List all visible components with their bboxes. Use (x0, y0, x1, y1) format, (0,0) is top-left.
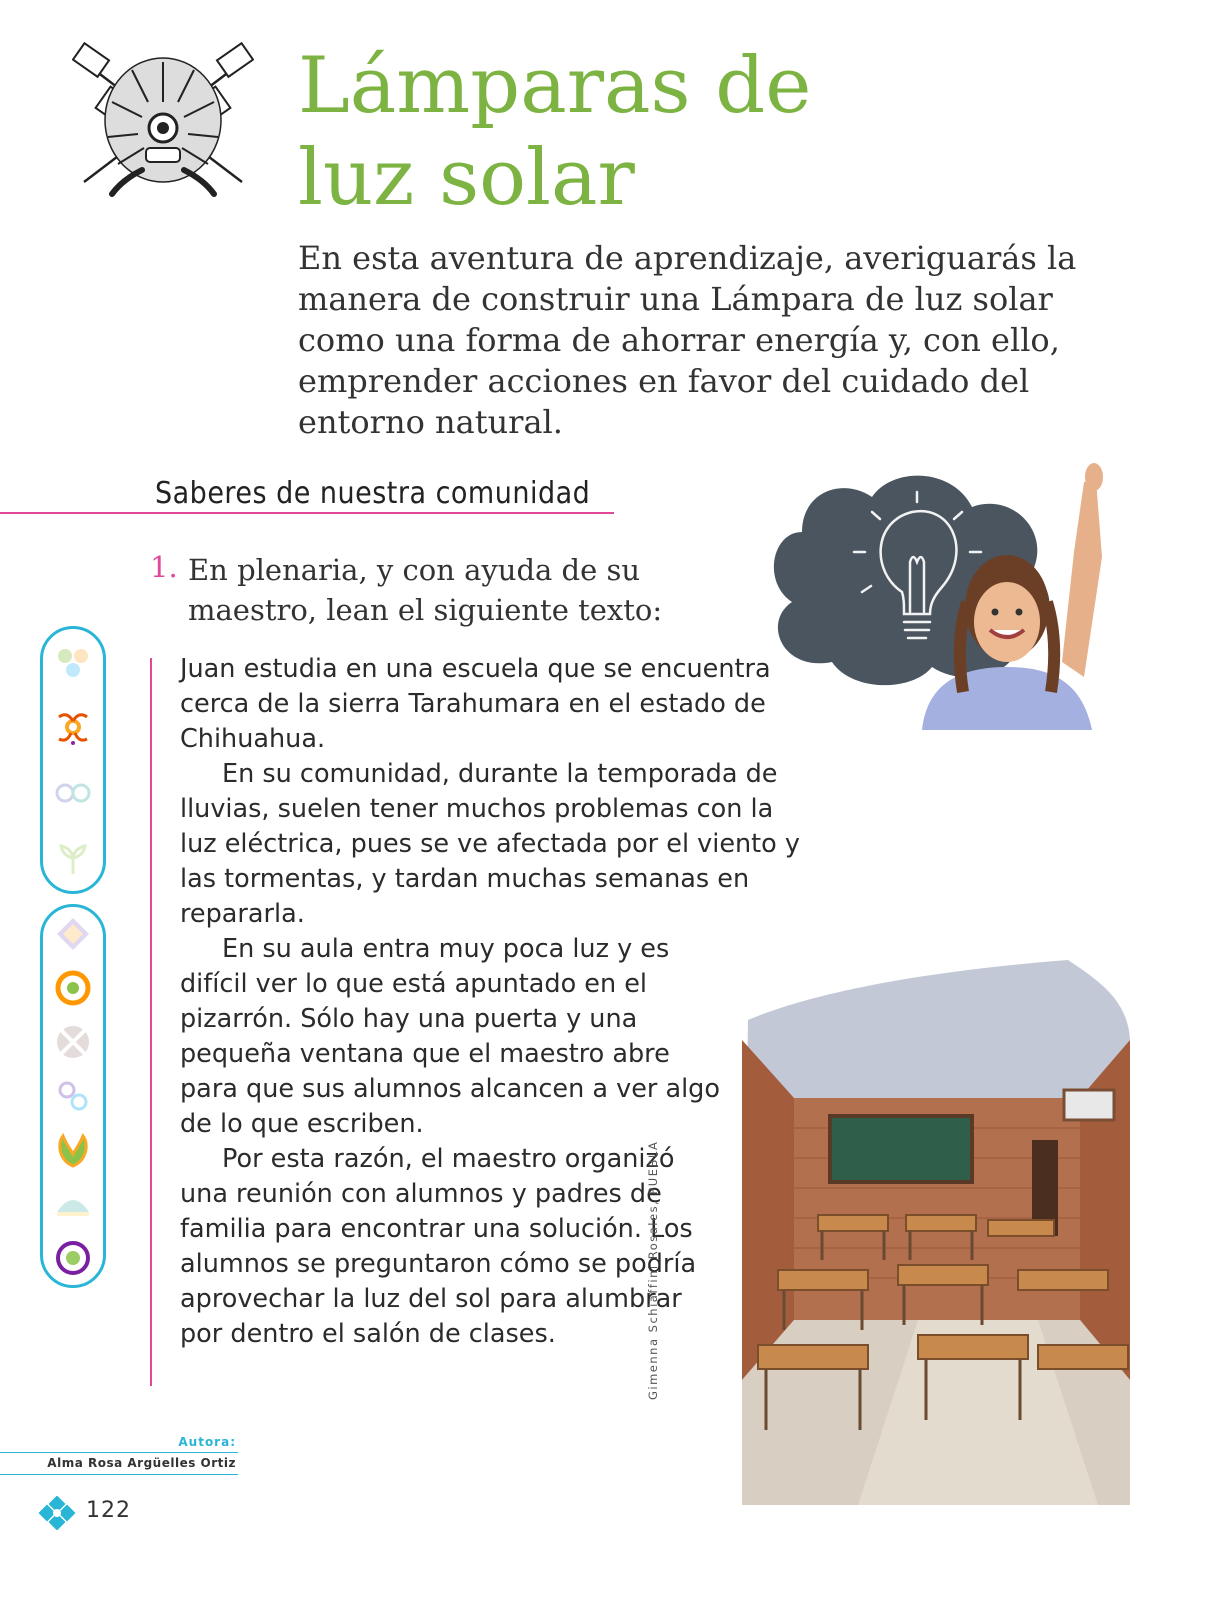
section-divider (0, 512, 614, 514)
illustration-credit: Gimenna Schiaffini Rosales, PUEBLA (646, 1140, 660, 1400)
classroom-illustration (738, 960, 1134, 1505)
reading-paragraph: En su comunidad, durante la temporada de lluvias, suelen tener muchos problemas con la luz eléctrica, pues se ve afectada por el viento y las tormentas, y tardan muchas semanas en repararla. (180, 759, 800, 929)
page-title: Lámparas de luz solar (298, 41, 812, 223)
mound-icon (53, 1184, 93, 1224)
reading-margin-rule (150, 658, 152, 1386)
sidebar-icons-bottom (40, 904, 106, 1288)
activity-instruction: En plenaria, y con ayuda de su maestro, lean el siguiente texto: (188, 553, 663, 627)
circle-target-icon (53, 968, 93, 1008)
chain-links-icon (53, 1076, 93, 1116)
splash-ring-icon (53, 1238, 93, 1278)
page-flower-icon (38, 1496, 76, 1530)
cross-tile-icon (53, 1022, 93, 1062)
author-rule-top (0, 1452, 238, 1453)
sun-swirl-icon (53, 707, 93, 747)
lotus-leaf-icon (53, 1130, 93, 1170)
intro-paragraph: En esta aventura de aprendizaje, averiguarás la manera de construir una Lámpara de luz solar como una forma de ahorrar energía y, con ello, emprender acciones en favor del cuidado del entorno natural. (298, 239, 1077, 441)
tribal-mask-icon (72, 42, 254, 200)
leaf-cluster-icon (53, 642, 93, 682)
author-label: Autora: (178, 1435, 236, 1449)
reading-paragraph: Juan estudia en una escuela que se encuentra cerca de la sierra Tarahumara en el estado de Chihuahua. (180, 654, 771, 754)
sidebar-icons-top (40, 626, 106, 894)
reading-passage (180, 652, 820, 1352)
people-ring-icon (53, 773, 93, 813)
activity-number: 1. (150, 550, 178, 584)
author-name: Alma Rosa Argüelles Ortiz (47, 1456, 236, 1470)
diamond-star-icon (53, 914, 93, 954)
page-number: 122 (86, 1498, 131, 1523)
author-rule-bottom (0, 1474, 238, 1475)
reading-paragraph: En su aula entra muy poca luz y es difícil ver lo que está apuntado en el pizarrón. Sólo hay una puerta y una pequeña ventana que el maestro abre para que sus alumnos alcancen a ver algo de lo que escriben. (180, 934, 720, 1139)
reading-paragraph: Por esta razón, el maestro organizó una reunión con alumnos y padres de familia para encontrar una solución. Los alumnos se preguntaron cómo se podría aprovechar la luz del sol para alumbrar por dentro el salón de clases. (180, 1144, 697, 1349)
plant-sprout-icon (53, 838, 93, 878)
section-title: Saberes de nuestra comunidad (155, 476, 591, 511)
